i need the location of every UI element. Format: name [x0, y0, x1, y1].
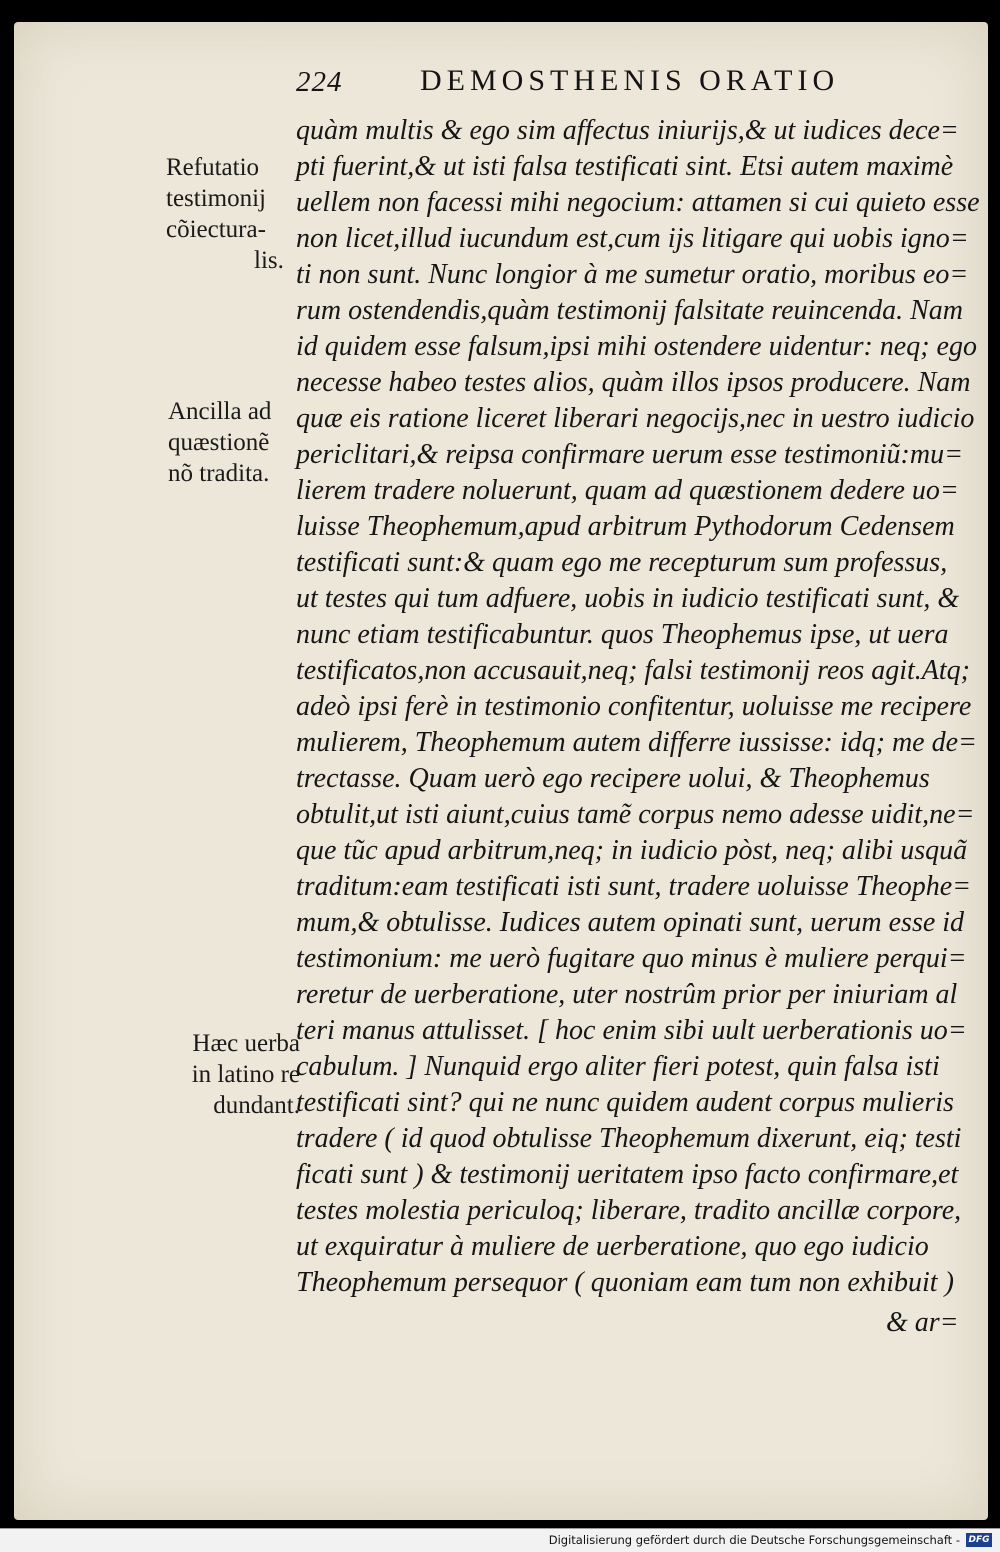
text-line: Theophemum persequor ( quoniam eam tum non exhibuit ) — [296, 1267, 954, 1298]
text-line: testes molestia periculoq; liberare, tradito ancillæ corpore, — [296, 1195, 962, 1226]
margin-note-line: nõ tradita. — [168, 460, 270, 487]
margin-note-line: lis. — [254, 247, 284, 274]
text-line: non licet,illud iucundum est,cum ijs litigare qui uobis igno= — [296, 223, 969, 254]
margin-note-line: Ancilla ad — [168, 398, 272, 425]
text-line: uellem non facessi mihi negocium: attamen si cui quieto esse — [296, 187, 980, 218]
text-line: teri manus attulisset. [ hoc enim sibi uult uerberationis uo= — [296, 1015, 967, 1046]
text-line: mum,& obtulisse. Iudices autem opinati sunt, uerum esse id — [296, 907, 965, 938]
catchword: & ar= — [886, 1307, 959, 1338]
page-number: 224 — [296, 66, 343, 98]
margin-note-haec-uerba — [170, 1028, 300, 1121]
margin-note-ancilla — [168, 396, 271, 489]
text-line: ficati sunt ) & testimonij ueritatem ipso facto confirmare,et — [296, 1159, 959, 1190]
text-line: lierem tradere noluerunt, quam ad quæstionem dedere uo= — [296, 475, 959, 506]
text-line: obtulit,ut isti aiunt,cuius tamẽ corpus nemo adesse uidit,ne= — [296, 799, 975, 830]
text-line: traditum:eam testificati isti sunt, tradere uoluisse Theophe= — [296, 871, 972, 902]
text-line: tradere ( id quod obtulisse Theophemum dixerunt, eiq; testi — [296, 1123, 962, 1154]
text-line: quàm multis & ego sim affectus iniurijs,& ut iudices dece= — [296, 115, 959, 146]
text-line: quæ eis ratione liceret liberari negocijs,nec in uestro iudicio — [296, 403, 975, 434]
text-line: cabulum. ] Nunquid ergo aliter fieri potest, quin falsa isti — [296, 1051, 940, 1082]
running-head-title: DEMOSTHENIS ORATIO — [420, 64, 840, 97]
text-line: id quidem esse falsum,ipsi mihi ostendere uidentur: neq; ego — [296, 331, 977, 362]
text-line: testimonium: me uerò fugitare quo minus è muliere perqui= — [296, 943, 967, 974]
text-line: necesse habeo testes alios, quàm illos ipsos producere. Nam — [296, 367, 971, 398]
margin-note-line: cõiectura- — [166, 216, 266, 243]
text-line: ut exquiratur à muliere de uerberatione, quo ego iudicio — [296, 1231, 929, 1262]
text-line: que tũc apud arbitrum,neq; in iudicio pòst, neq; alibi usquã — [296, 835, 968, 866]
margin-note-refutatio — [166, 152, 284, 276]
margin-note-line: in latino re — [191, 1061, 300, 1088]
text-line: trectasse. Quam uerò ego recipere uolui, & Theophemus — [296, 763, 930, 794]
text-line: testificatos,non accusauit,neq; falsi testimonij reos agit.Atq; — [296, 655, 971, 686]
running-head — [296, 58, 916, 108]
margin-note-line: dundant. — [213, 1092, 300, 1119]
text-line: luisse Theophemum,apud arbitrum Pythodorum Cedensem — [296, 511, 955, 542]
text-line: testificati sint? qui ne nunc quidem audent corpus mulieris — [296, 1087, 954, 1118]
footer-credit: Digitalisierung gefördert durch die Deutsche Forschungsgemeinschaft - — [548, 1533, 960, 1547]
text-line: adeò ipsi ferè in testimonio confitentur, uoluisse me recipere — [296, 691, 972, 722]
text-line: rum ostendendis,quàm testimonij falsitate reuincenda. Nam — [296, 295, 964, 326]
margin-note-line: testimonij — [166, 185, 266, 212]
margin-note-line: Refutatio — [166, 154, 260, 181]
text-line: ut testes qui tum adfuere, uobis in iudicio testificati sunt, & — [296, 583, 960, 614]
text-line: pti fuerint,& ut isti falsa testificati sint. Etsi autem maximè — [296, 151, 954, 182]
text-line: nunc etiam testificabuntur. quos Theophemus ipse, ut uera — [296, 619, 949, 650]
text-line: testificati sunt:& quam ego me recepturum sum professus, — [296, 547, 948, 578]
margin-note-line: Hæc uerba — [192, 1030, 300, 1057]
text-line: mulierem, Theophemum autem differre iussisse: idq; me de= — [296, 727, 977, 758]
text-line: reretur de uerberatione, uter nostrûm prior per iniuriam al — [296, 979, 958, 1010]
digitization-footer — [0, 1528, 1000, 1552]
text-line: ti non sunt. Nunc longior à me sumetur oratio, moribus eo= — [296, 259, 969, 290]
dfg-logo: DFG — [966, 1533, 992, 1547]
text-line: periclitari,& reipsa confirmare uerum esse testimoniũ:mu= — [296, 439, 963, 470]
margin-note-line: quæstionẽ — [168, 429, 270, 456]
